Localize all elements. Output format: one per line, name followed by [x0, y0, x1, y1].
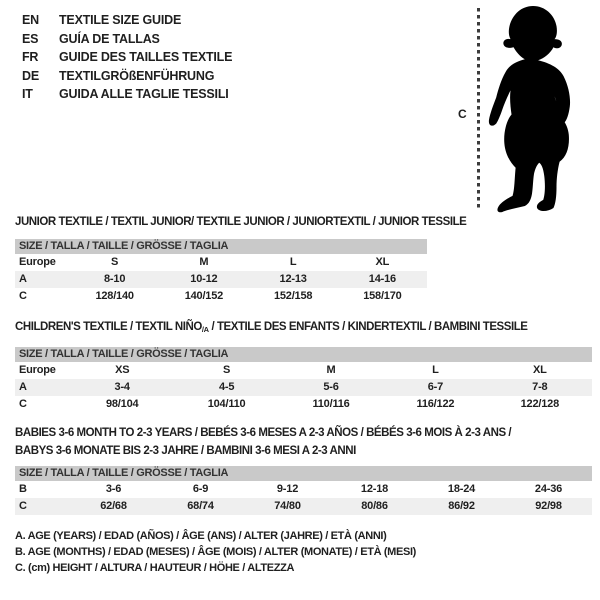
- value-cell: 62/68: [100, 500, 127, 512]
- value-cell: 12-13: [279, 273, 307, 285]
- size-cell: XL: [533, 364, 547, 376]
- value-cell: 74/80: [274, 500, 301, 512]
- value-cell: 7-8: [532, 381, 548, 393]
- value-cell: 116/122: [416, 398, 455, 410]
- language-row: [22, 30, 232, 49]
- height-dashed-line: [477, 8, 480, 208]
- value-cell: 140/152: [184, 290, 224, 302]
- height-measure-label: C: [458, 107, 467, 121]
- value-cell: 10-12: [190, 273, 218, 285]
- language-code: IT: [22, 87, 33, 101]
- row-label-cell: Europe: [19, 256, 56, 268]
- value-cell: 4-5: [218, 381, 235, 393]
- value-cell: 9-12: [276, 483, 299, 495]
- legend-notes: [15, 528, 416, 577]
- language-row: [22, 48, 232, 67]
- row-label-cell: A: [19, 273, 27, 285]
- size-header-bar: SIZE / TALLA / TAILLE / GRÖSSE / TAGLIA: [15, 239, 427, 254]
- language-code: EN: [22, 13, 39, 27]
- size-cell: S: [111, 256, 119, 268]
- children-heading-suffix: / TEXTILE DES ENFANTS / KINDERTEXTIL / BAMBINI TESSILE: [208, 321, 528, 333]
- value-cell: 128/140: [95, 290, 134, 302]
- size-cell: M: [326, 364, 336, 376]
- value-cell: 6-7: [427, 381, 444, 393]
- language-row: [22, 85, 232, 104]
- language-title: GUIDE DES TAILLES TEXTILE: [59, 50, 233, 64]
- value-cell: 8-10: [104, 273, 126, 285]
- size-cell: XL: [375, 256, 390, 268]
- table-row-age-years: [15, 271, 427, 288]
- value-cell: 122/128: [520, 398, 560, 410]
- value-cell: 24-36: [534, 483, 563, 495]
- children-heading-prefix: CHILDREN'S TEXTILE / TEXTIL NIÑO: [15, 321, 202, 333]
- language-title: GUIDA ALLE TAGLIE TESSILI: [59, 87, 229, 101]
- value-cell: 152/158: [273, 290, 313, 302]
- language-code: FR: [22, 50, 39, 64]
- value-cell: 158/170: [363, 290, 402, 302]
- value-cell: 18-24: [447, 483, 476, 495]
- language-code: DE: [22, 68, 39, 83]
- row-label-cell: C: [19, 500, 27, 512]
- row-label-cell: B: [19, 483, 27, 495]
- language-title: TEXTILGRÖßENFÜHRUNG: [59, 68, 215, 83]
- table-row-height-cm: [15, 288, 427, 305]
- value-cell: 6-9: [192, 483, 209, 495]
- legend-note-a: A. AGE (YEARS) / EDAD (AÑOS) / ÂGE (ANS) / ALTER (JAHRE) / ETÀ (ANNI): [15, 530, 387, 542]
- row-label-cell: C: [19, 398, 27, 410]
- row-label-cell: C: [19, 290, 27, 302]
- children-size-table: [15, 347, 592, 413]
- value-cell: 80/86: [361, 500, 388, 512]
- babies-heading-line2: BABYS 3-6 MONATE BIS 2-3 JAHRE / BAMBINI 3-6 MESI A 2-3 ANNI: [15, 444, 356, 457]
- value-cell: 86/92: [448, 500, 475, 512]
- children-section-heading: [15, 321, 528, 334]
- size-header-bar: SIZE / TALLA / TAILLE / GRÖSSE / TAGLIA: [15, 466, 592, 481]
- value-cell: 110/116: [312, 398, 350, 410]
- value-cell: 14-16: [368, 273, 396, 285]
- row-label-cell: A: [19, 381, 27, 393]
- babies-section-heading: [15, 425, 511, 460]
- table-row-europe: [15, 254, 427, 271]
- table-row-height-cm: [15, 396, 592, 413]
- table-row-age-years: [15, 379, 592, 396]
- value-cell: 104/110: [207, 398, 246, 410]
- table-row-age-months: [15, 481, 592, 498]
- junior-section-heading: JUNIOR TEXTILE / TEXTIL JUNIOR/ TEXTILE JUNIOR / JUNIORTEXTIL / JUNIOR TESSILE: [15, 216, 467, 228]
- value-cell: 68/74: [187, 500, 214, 512]
- language-title: GUÍA DE TALLAS: [59, 31, 160, 46]
- language-title: TEXTILE SIZE GUIDE: [59, 13, 182, 27]
- size-cell: S: [223, 364, 231, 376]
- language-code: ES: [22, 31, 39, 46]
- babies-size-table: [15, 466, 592, 515]
- children-heading-subscript: /A: [201, 325, 209, 334]
- size-cell: M: [199, 256, 209, 268]
- language-row: [22, 11, 232, 30]
- value-cell: 92/98: [535, 500, 562, 512]
- legend-note-b: B. AGE (MONTHS) / EDAD (MESES) / ÂGE (MOIS) / ALTER (MONATE) / ETÀ (MESI): [15, 546, 416, 559]
- value-cell: 12-18: [360, 483, 389, 495]
- babies-heading-line1: BABIES 3-6 MONTH TO 2-3 YEARS / BEBÉS 3-6 MESES A 2-3 AÑOS / BÉBÉS 3-6 MOIS À 2-3 ANS /: [15, 427, 512, 439]
- value-cell: 3-4: [114, 381, 130, 393]
- row-label-cell: Europe: [19, 364, 56, 376]
- size-cell: XS: [115, 364, 130, 376]
- language-title-list: [22, 11, 232, 104]
- language-row: [22, 67, 232, 86]
- value-cell: 5-6: [323, 381, 339, 393]
- value-cell: 98/104: [105, 398, 139, 410]
- size-header-bar: SIZE / TALLA / TAILLE / GRÖSSE / TAGLIA: [15, 347, 592, 362]
- table-row-europe: [15, 362, 592, 379]
- legend-note-c: C. (cm) HEIGHT / ALTURA / HAUTEUR / HÖHE / ALTEZZA: [15, 562, 295, 575]
- junior-size-table: [15, 239, 427, 305]
- size-cell: L: [289, 256, 297, 268]
- size-cell: L: [432, 364, 439, 376]
- value-cell: 3-6: [105, 483, 122, 495]
- baby-silhouette: [487, 6, 579, 213]
- table-row-height-cm: [15, 498, 592, 515]
